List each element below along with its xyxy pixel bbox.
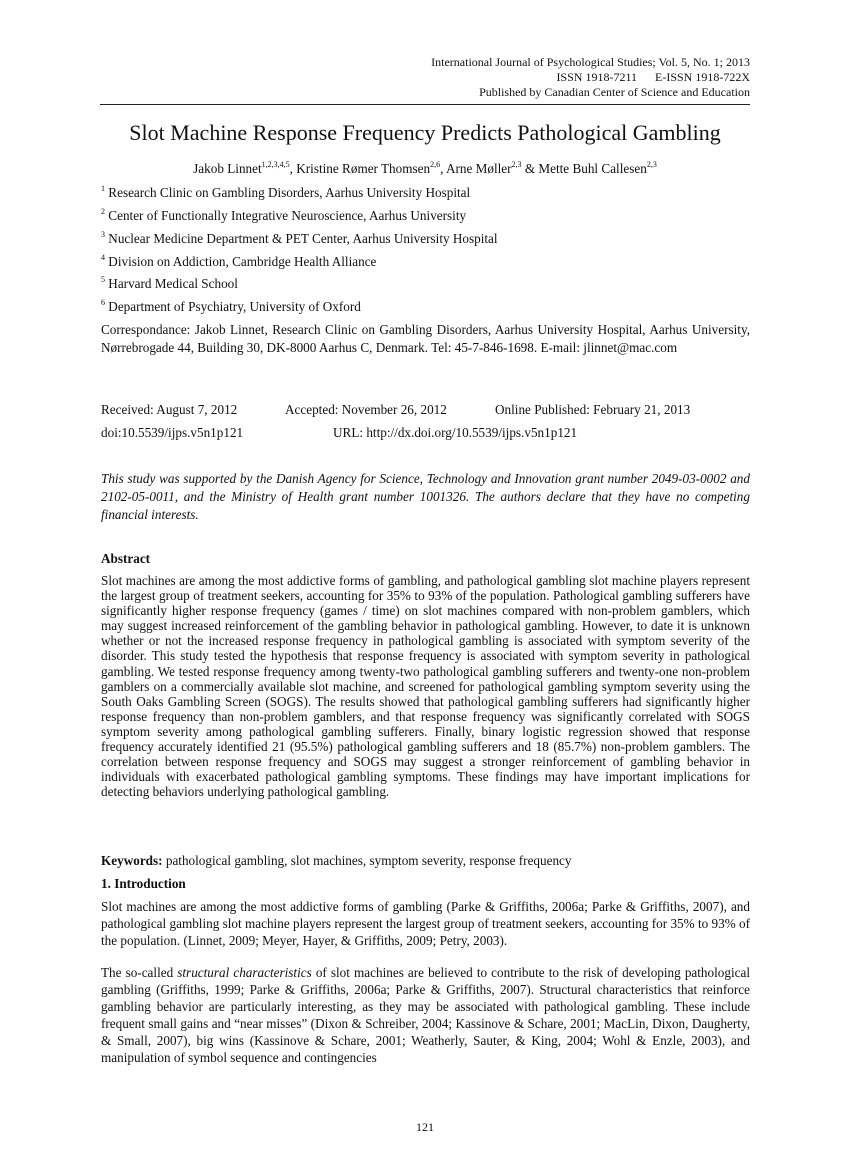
journal-publisher: Published by Canadian Center of Science and Education: [479, 85, 750, 99]
affiliation: [101, 184, 750, 202]
paper-title: Slot Machine Response Frequency Predicts Pathological Gambling: [129, 120, 721, 145]
introduction-paragraph-1: Slot machines are among the most addictive forms of gambling (Parke & Griffiths, 2006a; Parke & Griffiths, 2007), and pathological gambling slot machine players represent the largest group of treatment seekers, accounting for 35% to 93% of the population. (Linnet, 2009; Meyer, Hayer, & Griffiths, 2009; Petry, 2003).: [101, 899, 750, 948]
page-number: 121: [416, 1120, 434, 1134]
affiliation-text: Harvard Medical School: [108, 276, 238, 291]
author-name: Arne Møller: [445, 161, 512, 176]
journal-header: [400, 55, 750, 100]
author-name: Jakob Linnet: [193, 161, 262, 176]
affiliation-number: 5: [101, 275, 105, 284]
author-separator: ,: [289, 161, 297, 176]
keywords-line: [101, 852, 750, 870]
received-date: Received: August 7, 2012: [101, 402, 238, 417]
affiliation-number: 1: [101, 184, 105, 193]
author-separator: &: [521, 161, 539, 176]
affiliation-text: Research Clinic on Gambling Disorders, Aarhus University Hospital: [108, 185, 471, 200]
affiliation-number: 4: [101, 253, 105, 262]
accepted-date: Accepted: November 26, 2012: [285, 402, 447, 417]
affiliation-text: Department of Psychiatry, University of Oxford: [108, 299, 361, 314]
keywords-label: Keywords:: [101, 853, 163, 868]
author-affiliation-marks: 2,3: [646, 160, 657, 169]
journal-citation: International Journal of Psychological Studies; Vol. 5, No. 1; 2013: [431, 55, 750, 69]
emphasized-term: structural characteristics: [177, 965, 312, 980]
author-list: [100, 160, 750, 178]
header-rule: [100, 104, 750, 105]
affiliation-text: Nuclear Medicine Department & PET Center, Aarhus University Hospital: [108, 231, 498, 246]
url-link[interactable]: URL: http://dx.doi.org/10.5539/ijps.v5n1p121: [333, 425, 578, 440]
introduction-paragraph-2: [101, 964, 750, 1066]
affiliation-number: 6: [101, 298, 105, 307]
affiliation: [101, 253, 750, 271]
author-name: Kristine Rømer Thomsen: [296, 161, 431, 176]
abstract-heading: Abstract: [101, 551, 151, 566]
published-date: Online Published: February 21, 2013: [495, 402, 691, 417]
affiliation-text: Division on Addiction, Cambridge Health Alliance: [108, 254, 377, 269]
doi-link[interactable]: doi:10.5539/ijps.v5n1p121: [101, 425, 244, 440]
introduction-heading: 1. Introduction: [101, 876, 186, 891]
journal-issn: ISSN 1918-7211 E-ISSN 1918-722X: [556, 70, 750, 84]
paragraph-text: The so-called: [101, 965, 178, 980]
keywords-text: pathological gambling, slot machines, symptom severity, response frequency: [162, 853, 572, 868]
author-separator: ,: [440, 161, 446, 176]
affiliation-text: Center of Functionally Integrative Neuroscience, Aarhus University: [108, 208, 467, 223]
correspondence-block: Correspondance: Jakob Linnet, Research Clinic on Gambling Disorders, Aarhus University Hospital, Aarhus University, Nørrebrogade 44, Building 30, DK-8000 Aarhus C, Denmark. Tel: 45-7-846-1698. E-mail: jlinnet@mac.com: [101, 322, 750, 355]
affiliation: [101, 230, 750, 248]
affiliation-number: 3: [101, 230, 105, 239]
author-affiliation-marks: 1,2,3,4,5: [261, 160, 290, 169]
affiliation-number: 2: [101, 207, 105, 216]
author-affiliation-marks: 2,6: [430, 160, 441, 169]
abstract-text: Slot machines are among the most addictive forms of gambling, and pathological gambling slot machine players represent the largest group of treatment seekers, accounting for 35% to 93% of the population. Pathological gambling sufferers have significantly higher response frequency (games / time) on slot machines compared with non-problem gamblers, which may suggest increased reinforcement of the gambling behavior in pathological gambling. However, to date it is unknown whether or not the increased response frequency in pathological gambling is associated with symptom severity of the disorder. This study tested the hypothesis that response frequency is associated with symptom severity in pathological gambling. We tested response frequency among twenty-two pathological gambling sufferers and twenty-one non-problem gamblers on a commercially available slot machine, and screened for pathological gambling symptom severity using the South Oaks Gambling Screen (SOGS). The results showed that pathological gambling sufferers had significantly higher response frequency than non-problem gamblers, and that response frequency was significantly correlated with SOGS symptom severity among pathological gambling sufferers. Finally, binary logistic regression showed that response frequency accurately identified 21 (95.5%) pathological gambling sufferers and 18 (85.7%) non-problem gamblers. The correlation between response frequency and SOGS may suggest a stronger reinforcement of gambling behavior in individuals with exacerbated pathological gambling symptoms. These findings may have important implications for detecting behaviors underlying pathological gambling.: [101, 573, 750, 800]
affiliation: [101, 275, 750, 293]
author-affiliation-marks: 2,3: [511, 160, 522, 169]
funding-statement: This study was supported by the Danish Agency for Science, Technology and Innovation grant number 2049-03-0002 and 2102-05-0011, and the Ministry of Health grant number 1001326. The authors declare that they have no competing financial interests.: [101, 471, 750, 522]
affiliation: [101, 207, 750, 225]
paragraph-text: of slot machines are believed to contribute to the risk of developing pathological gambling (Griffiths, 1999; Parke & Griffiths, 2006a; Parke & Griffiths, 2007). Structural characteristics that reinforce gambling behavior are particularly interesting, as they may be associated with pathological gambling. These include frequent small gains and “near misses” (Dixon & Schreiber, 2004; Kassinove & Schare, 2001; MacLin, Dixon, Daugherty, & Small, 2007), big wins (Kassinove & Schare, 2001; Weatherly, Sauter, & King, 2004; Wohl & Enzle, 2003), and manipulation of symbol sequence and contingencies: [101, 965, 750, 1065]
author-name: Mette Buhl Callesen: [538, 161, 647, 176]
affiliation: [101, 298, 750, 316]
